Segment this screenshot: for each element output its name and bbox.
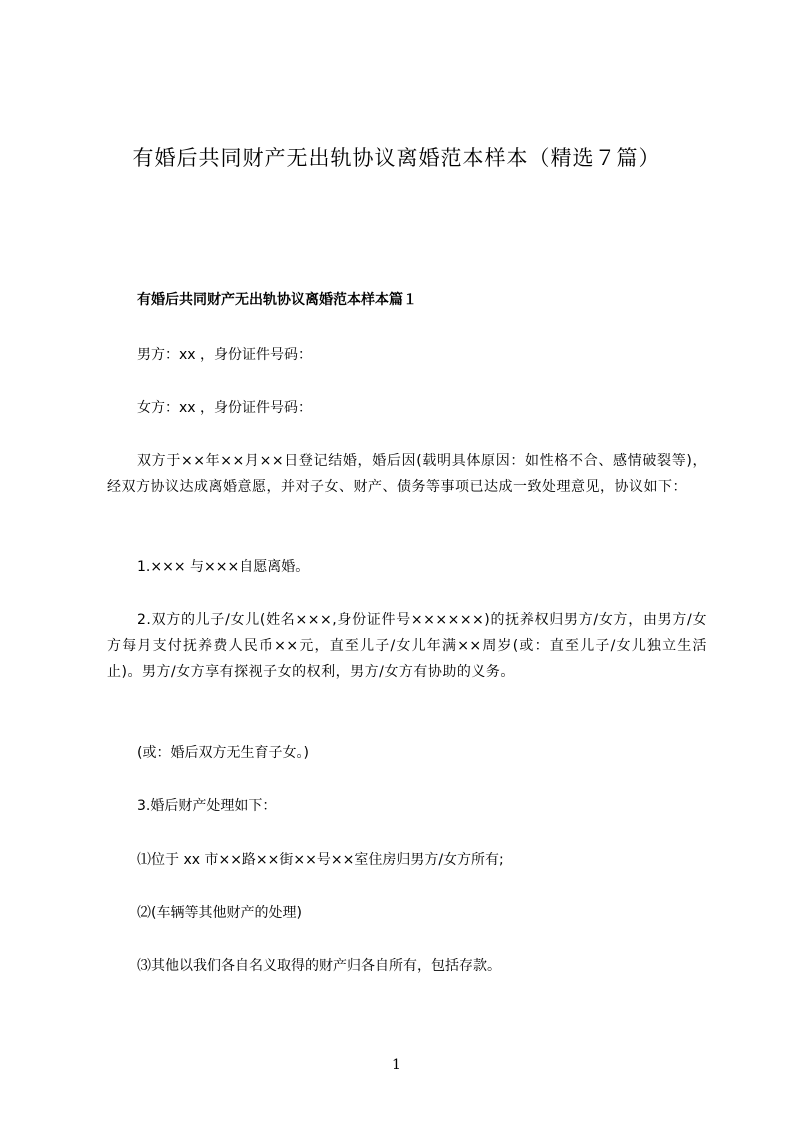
clause-3: 3.婚后财产处理如下：: [137, 798, 277, 814]
wife-line: 女方：xx ，身份证件号码：: [137, 400, 313, 416]
document-title: 有婚后共同财产无出轨协议离婚范本样本（精选７篇）: [132, 146, 661, 170]
husband-line: 男方：xx ，身份证件号码：: [137, 347, 313, 363]
intro-paragraph: 双方于××年××月××日登记结婚，婚后因(载明具体原因：如性格不合、感情破裂等)，经双方协议达成离婚意愿，并对子女、财产、债务等事项已达成一致处理意见，协议如下：: [107, 453, 707, 495]
clause-3-item-1: ⑴位于 xx 市××路××街××号××室住房归男方/女方所有;: [137, 852, 504, 868]
clause-1: 1.××× 与×××自愿离婚。: [137, 559, 310, 575]
clause-3-item-2: ⑵(车辆等其他财产的处理): [137, 905, 302, 921]
page-number: 1: [392, 1057, 401, 1073]
clause-3-item-3: ⑶其他以我们各自名义取得的财产归各自所有，包括存款。: [137, 958, 501, 974]
section-heading: 有婚后共同财产无出轨协议离婚范本样本篇１: [137, 292, 417, 308]
clause-2: 2.双方的儿子/女儿(姓名×××,身份证件号××××××)的抚养权归男方/女方，由男方/女方每月支付抚养费人民币××元，直至儿子/女儿年满××周岁(或：直至儿子/女儿独立生活止)。男方/女方享有探视子女的权利，男方/女方有协助的义务。: [107, 612, 707, 680]
clause-2-alternative: (或：婚后双方无生育子女。): [137, 745, 309, 761]
